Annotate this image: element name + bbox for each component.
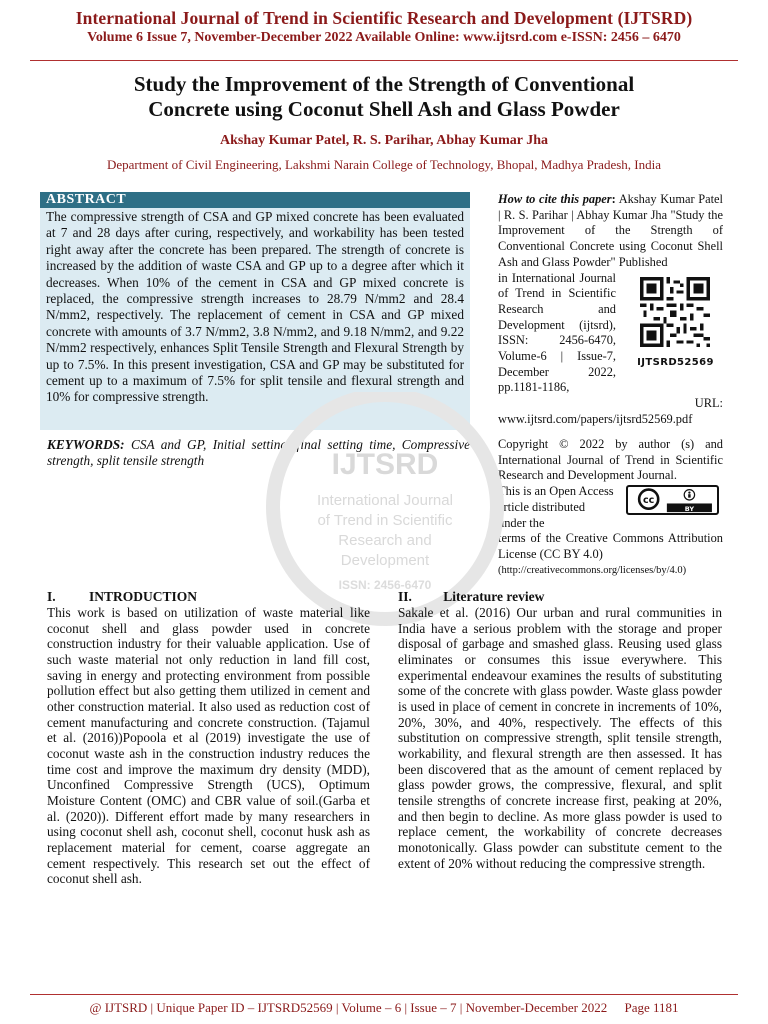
literature-heading xyxy=(398,589,544,605)
footer-rule xyxy=(30,994,738,995)
literature-text: Sakale et al. (2016) Our urban and rural communities in India have a serious problem with the storage and proper disposal of garbage and smashed glass. Reusing used glass eliminates or consumes this issue everywhere. This experimental endeavour examines the results of substituting some of the concrete with glass powder. Waste glass powder is used in place of cement in concrete in increments of 10%, 20%, 30%, and 40%, respectively. The effects of this substitution on compressive strength, split tensile strength, workability, and flexural strength are then assessed. It has been discovered that as the amount of cement replaced by glass powder grows, the compressive, flexural, and split tensile strengths of concrete increase first, peaking at 20%, and then begin to decline. As more glass powder is used to replace cement, the workability of concrete decreases monotonically. Glass powder can substitute cement to the extent of 20% without reducing the compressive strength. xyxy=(398,605,722,871)
header-rule xyxy=(30,60,738,61)
watermark-issn: ISSN: 2456-6470 xyxy=(338,578,432,592)
keywords-text: CSA and GP, Initial setting, final setting time, Compressive strength, split tensile strength xyxy=(47,437,470,469)
license-text: terms of the Creative Commons Attribution License (CC BY 4.0) xyxy=(498,531,723,561)
cc-badge-label: cc xyxy=(643,495,655,507)
citation-url-label: URL: xyxy=(694,396,723,411)
qr-code-icon xyxy=(640,277,710,347)
license-url[interactable]: (http://creativecommons.org/licenses/by/4.0) xyxy=(498,564,687,576)
citation-wrap xyxy=(498,271,723,397)
watermark-line2: of Trend in Scientific xyxy=(317,512,453,529)
citation-url[interactable]: www.ijtsrd.com/papers/ijtsrd52569.pdf xyxy=(498,411,693,426)
intro-heading xyxy=(47,589,197,605)
journal-name: International Journal of Trend in Scientific Research and Development (IJTSRD) xyxy=(75,8,693,28)
cc-wrap xyxy=(498,484,723,531)
copyright-text: Copyright © 2022 by author (s) and International Journal of Trend in Scientific Research and Development Journal. xyxy=(498,437,723,483)
abstract-heading: ABSTRACT xyxy=(40,192,470,208)
citation-details: in International Journal of Trend in Scientific Research and Development (ijtsrd), ISSN: 2456-6470, Volume-6 | Issue-7, December 2022, pp.1181-1186, xyxy=(498,270,616,395)
page-number: Page 1181 xyxy=(624,1000,679,1015)
copyright-block xyxy=(498,437,723,578)
open-access-text: This is an Open Access article distributed under the xyxy=(498,484,614,530)
paper-title xyxy=(60,72,708,122)
intro-number: I. xyxy=(47,589,56,604)
page-footer xyxy=(0,1000,768,1016)
title-line-2: Concrete using Coconut Shell Ash and Glass Powder xyxy=(148,97,620,121)
keywords xyxy=(47,437,470,470)
title-line-1: Study the Improvement of the Strength of Conventional xyxy=(133,72,635,96)
watermark-line3: Research and xyxy=(338,532,432,549)
footer-text: @ IJTSRD | Unique Paper ID – IJTSRD52569 | Volume – 6 | Issue – 7 | November-December 2022 xyxy=(89,1000,608,1015)
cc-by-badge-icon xyxy=(626,485,719,515)
abstract-text: The compressive strength of CSA and GP mixed concrete has been evaluated at 7 and 28 days after curing, respectively, and workability has been tested right away after the concrete has been prepared. The strength of concrete is increased by the addition of waste CSA and GP up to a degree after which it decreases. When 10% of the cement in CSA and GP mixed concrete is replaced, the compressive strength increases to 28.79 N/mm2 and 28.4 N/mm2, respectively. The replacement of cement in CSA and GP mixed concrete with amounts of 3.7 N/mm2, 3.8 N/mm2, and 9.18 N/mm2, and 9.22 N/mm2 respectively, enhances Split Tensile Strength and Flexural Strength by up to 7.5%. In this present investigation, CSA and GP may be substituted for cement up to a maximum of 7.5% for split tensile and flexural strength and 10% for compressive strength. xyxy=(46,209,464,405)
journal-meta: Volume 6 Issue 7, November-December 2022 Available Online: www.ijtsrd.com e-ISSN: 2456 – 6470 xyxy=(87,30,681,45)
literature-title: Literature review xyxy=(443,589,545,604)
affiliation: Department of Civil Engineering, Lakshmi Narain College of Technology, Bhopal, Madhya Pradesh, India xyxy=(107,157,661,172)
by-badge-label: BY xyxy=(684,504,695,513)
citation-block xyxy=(498,192,723,428)
citation-text: Akshay Kumar Patel | R. S. Parihar | Abhay Kumar Jha "Study the Improvement of the Strength of Conventional Concrete using Coconut Shell Ash and Glass Powder" Published xyxy=(498,192,724,269)
literature-number: II. xyxy=(398,589,412,604)
citation-label: How to cite this paper xyxy=(498,192,612,206)
abstract-box xyxy=(40,192,470,430)
qr-code-box xyxy=(628,271,723,369)
citation-url-line xyxy=(498,396,723,412)
authors: Akshay Kumar Patel, R. S. Parihar, Abhay Kumar Jha xyxy=(219,133,548,148)
watermark-big: IJTSRD xyxy=(331,448,439,481)
intro-text: This work is based on utilization of waste material like coconut shell and glass powder used in concrete construction industry for their valuable application. Use of such waste material not only reduction in land fill cost, saving in energy and protecting environment from possible pollution effect but also getting them utilized in cement and other construction material. It also used as reduction cost of cement manufacturing and concrete construction. (Tajamul et al. (2016))Popoola et al (2019) investigate the use of coconut waste ash in the construction industry reduces the time cost and improve the maximum dry density (MDD), Unconfined Compressive Strength (UCS), Optimum Moisture Content (OMC) and CBR value of soil.(Garba et al. (2020)). Different effort made by many researchers in using coconut shell ash, coconut shell, coconut husk ash as replacement material for cement, coarse aggregate an cement respectively. This research set out the effect of coconut shell ash. xyxy=(47,605,370,887)
watermark-line4: Development xyxy=(340,552,430,569)
keywords-label: KEYWORDS: xyxy=(47,437,125,452)
citation-intro: How to cite this paper: Akshay Kumar Patel | R. S. Parihar | Abhay Kumar Jha "Study the Improvement of the Strength of Conventional Concrete using Coconut Shell Ash and Glass Powder" Published xyxy=(498,192,724,269)
intro-title: INTRODUCTION xyxy=(89,589,198,604)
qr-paper-id: IJTSRD52569 xyxy=(637,357,714,369)
watermark-line1: International Journal xyxy=(317,492,453,509)
